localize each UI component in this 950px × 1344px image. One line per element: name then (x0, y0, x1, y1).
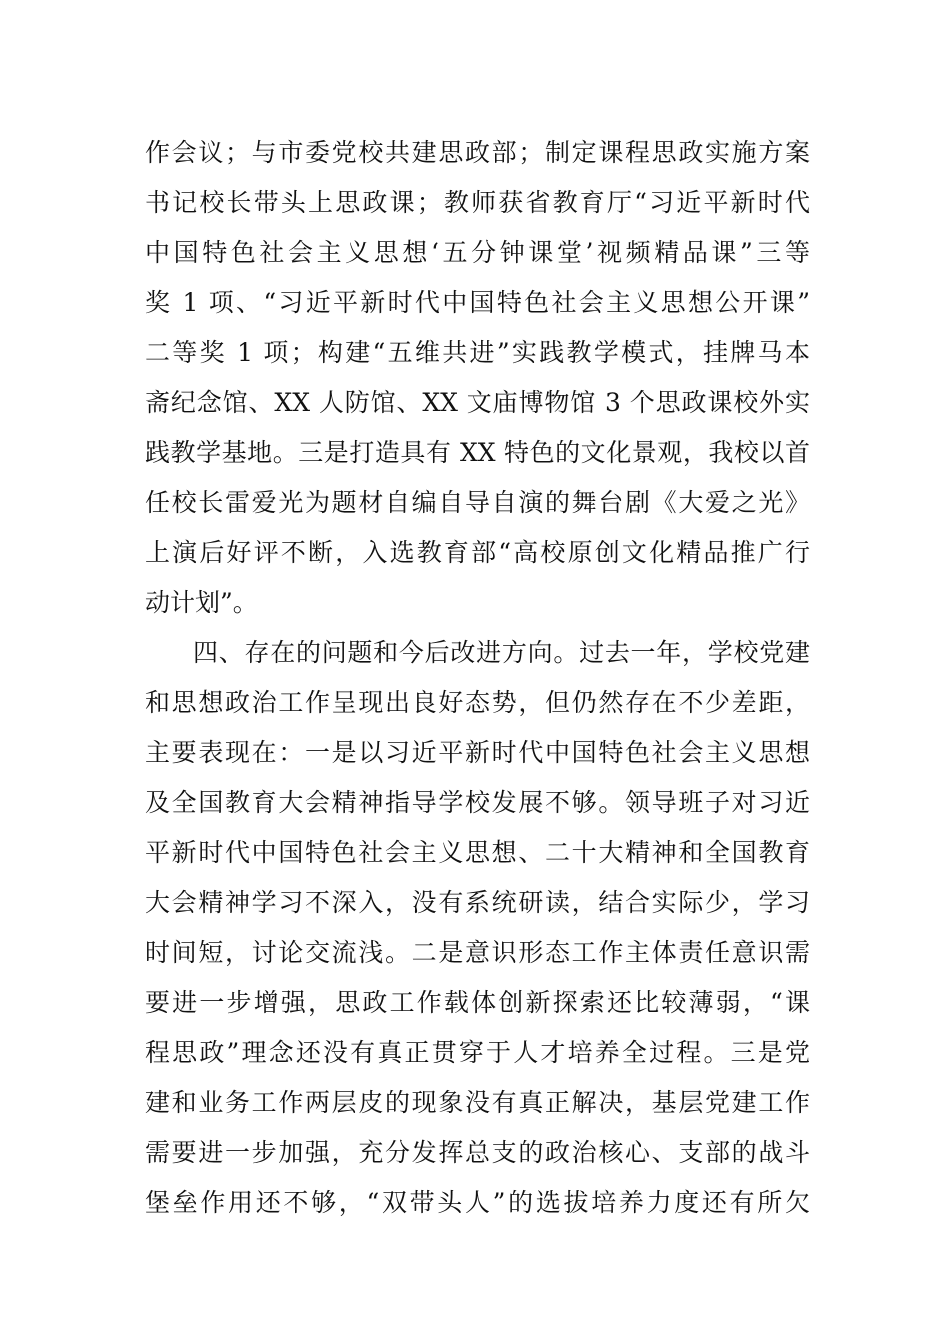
paragraph-line: 四、存在的问题和今后改进方向。过去一年，学校党建 (193, 638, 810, 667)
paragraph-line: 动计划”。 (145, 588, 258, 617)
paragraph-line: 程思政”理念还没有真正贯穿于人才培养全过程。三是党 (145, 1038, 810, 1067)
paragraph-line: 践教学基地。三是打造具有 XX 特色的文化景观，我校以首 (145, 438, 810, 467)
paragraph-line: 作会议；与市委党校共建思政部；制定课程思政实施方案 (145, 138, 810, 167)
paragraph-line: 斋纪念馆、XX 人防馆、XX 文庙博物馆 3 个思政课校外实 (145, 388, 810, 417)
paragraph-line: 二等奖 1 项；构建“五维共进”实践教学模式，挂牌马本 (145, 338, 810, 367)
paragraph-line: 奖 1 项、“习近平新时代中国特色社会主义思想公开课” (145, 288, 810, 317)
paragraph-line: 平新时代中国特色社会主义思想、二十大精神和全国教育 (145, 838, 810, 867)
paragraph-2 (145, 628, 810, 1228)
paragraph-line: 及全国教育大会精神指导学校发展不够。领导班子对习近 (145, 788, 810, 817)
paragraph-line: 中国特色社会主义思想‘五分钟课堂’视频精品课”三等 (145, 238, 810, 267)
paragraph-line: 建和业务工作两层皮的现象没有真正解决，基层党建工作 (145, 1088, 810, 1117)
paragraph-line: 主要表现在：一是以习近平新时代中国特色社会主义思想 (145, 738, 810, 767)
paragraph-line: 书记校长带头上思政课；教师获省教育厅“习近平新时代 (145, 188, 810, 217)
paragraph-line: 任校长雷爱光为题材自编自导自演的舞台剧《大爱之光》 (145, 488, 810, 517)
paragraph-line: 和思想政治工作呈现出良好态势，但仍然存在不少差距， (145, 688, 810, 717)
paragraph-1 (145, 128, 810, 628)
paragraph-line: 要进一步增强，思政工作载体创新探索还比较薄弱，“课 (145, 988, 810, 1017)
paragraph-line: 大会精神学习不深入，没有系统研读，结合实际少，学习 (145, 888, 810, 917)
paragraph-line: 堡垒作用还不够，“双带头人”的选拔培养力度还有所欠 (145, 1188, 810, 1217)
paragraph-line: 需要进一步加强，充分发挥总支的政治核心、支部的战斗 (145, 1138, 810, 1167)
paragraph-line: 时间短，讨论交流浅。二是意识形态工作主体责任意识需 (145, 938, 810, 967)
paragraph-line: 上演后好评不断，入选教育部“高校原创文化精品推广行 (145, 538, 810, 567)
document-body (145, 128, 810, 1228)
